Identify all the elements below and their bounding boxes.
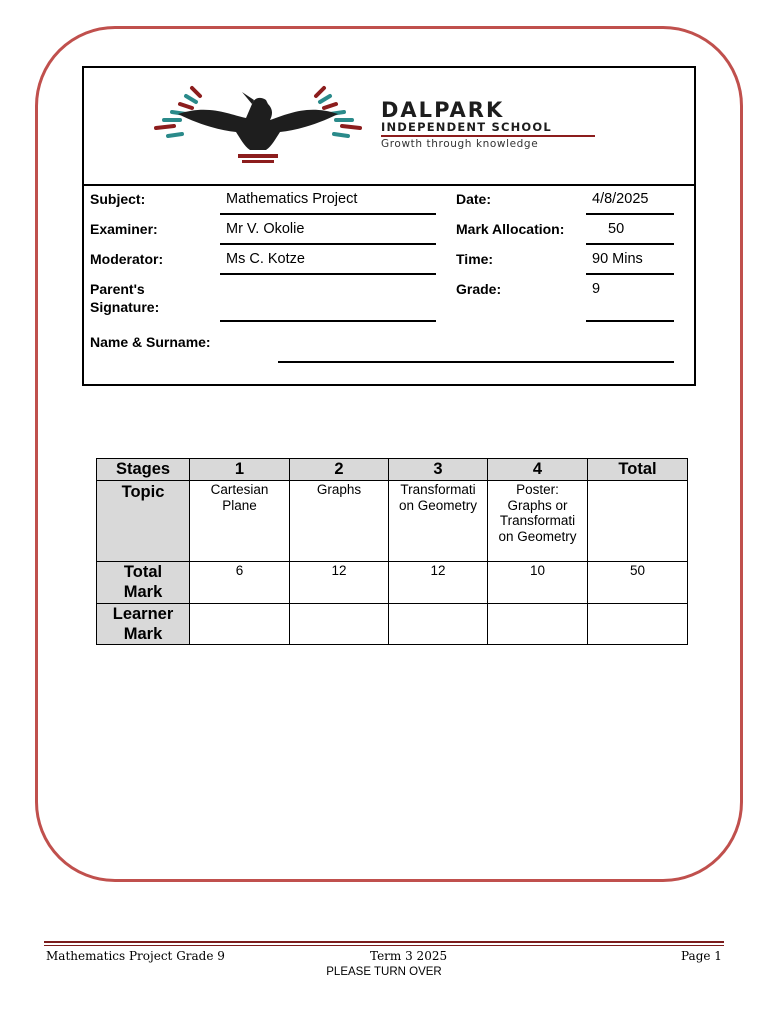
learner-mark-stage-3 bbox=[389, 604, 488, 645]
total-mark-label: Total Mark bbox=[97, 562, 190, 604]
examiner-underline bbox=[220, 243, 436, 245]
date-label: Date: bbox=[456, 191, 492, 207]
header-stage-4: 4 bbox=[488, 459, 588, 481]
date-value: 4/8/2025 bbox=[592, 191, 649, 207]
footer-page-number: Page 1 bbox=[681, 949, 722, 963]
examiner-label: Examiner: bbox=[90, 221, 158, 237]
table-header-row bbox=[97, 459, 688, 481]
parent-signature-label-line1: Parent's bbox=[90, 281, 145, 297]
table-row-topic bbox=[97, 481, 688, 562]
learner-mark-stage-4 bbox=[488, 604, 588, 645]
footer-rule-thin bbox=[44, 945, 724, 946]
grade-underline bbox=[586, 320, 674, 322]
topic-stage-1: Cartesian Plane bbox=[190, 481, 290, 562]
topic-stage-3: Transformati on Geometry bbox=[389, 481, 488, 562]
parent-signature-line bbox=[220, 320, 436, 322]
total-mark-stage-1: 6 bbox=[190, 562, 290, 604]
footer-rule-thick bbox=[44, 941, 724, 943]
stages-mark-table bbox=[96, 458, 688, 645]
table-row-total-mark bbox=[97, 562, 688, 604]
total-mark-total: 50 bbox=[588, 562, 688, 604]
school-name: DALPARK bbox=[381, 98, 505, 122]
time-label: Time: bbox=[456, 251, 494, 267]
moderator-value: Ms C. Kotze bbox=[226, 251, 305, 267]
date-underline bbox=[586, 213, 674, 215]
topic-stage-4: Poster: Graphs or Transformati on Geometry bbox=[488, 481, 588, 562]
grade-label: Grade: bbox=[456, 281, 502, 297]
topic-stage-2: Graphs bbox=[290, 481, 389, 562]
learner-mark-label: Learner Mark bbox=[97, 604, 190, 645]
learner-mark-stage-2 bbox=[290, 604, 389, 645]
name-surname-line bbox=[278, 361, 674, 363]
name-surname-label: Name & Surname: bbox=[90, 334, 211, 350]
total-mark-stage-2: 12 bbox=[290, 562, 389, 604]
mark-allocation-label: Mark Allocation: bbox=[456, 221, 565, 237]
footer-term: Term 3 2025 bbox=[370, 949, 448, 963]
subject-label: Subject: bbox=[90, 191, 146, 207]
please-turn-over-note: PLEASE TURN OVER bbox=[326, 966, 442, 978]
footer-document-title: Mathematics Project Grade 9 bbox=[46, 949, 225, 963]
topic-label: Topic bbox=[97, 481, 190, 562]
mark-allocation-underline bbox=[586, 243, 674, 245]
learner-mark-total bbox=[588, 604, 688, 645]
moderator-underline bbox=[220, 273, 436, 275]
header-stage-1: 1 bbox=[190, 459, 290, 481]
school-title-rule bbox=[381, 135, 595, 137]
school-logo-banner bbox=[84, 68, 694, 186]
total-mark-stage-3: 12 bbox=[389, 562, 488, 604]
cover-header-box bbox=[82, 66, 696, 386]
examiner-value: Mr V. Okolie bbox=[226, 221, 305, 237]
time-value: 90 Mins bbox=[592, 251, 643, 267]
subject-underline bbox=[220, 213, 436, 215]
subject-value: Mathematics Project bbox=[226, 191, 358, 207]
phoenix-logo-icon bbox=[148, 74, 368, 170]
table-row-learner-mark bbox=[97, 604, 688, 645]
total-mark-stage-4: 10 bbox=[488, 562, 588, 604]
header-stage-3: 3 bbox=[389, 459, 488, 481]
moderator-label: Moderator: bbox=[90, 251, 164, 267]
mark-allocation-value: 50 bbox=[608, 221, 625, 237]
school-motto: Growth through knowledge bbox=[381, 138, 539, 150]
header-stage-2: 2 bbox=[290, 459, 389, 481]
topic-total bbox=[588, 481, 688, 562]
school-subtitle: INDEPENDENT SCHOOL bbox=[381, 120, 552, 134]
learner-mark-stage-1 bbox=[190, 604, 290, 645]
header-stages: Stages bbox=[97, 459, 190, 481]
grade-value: 9 bbox=[592, 281, 601, 297]
parent-signature-label-line2: Signature: bbox=[90, 299, 160, 315]
time-underline bbox=[586, 273, 674, 275]
header-total: Total bbox=[588, 459, 688, 481]
